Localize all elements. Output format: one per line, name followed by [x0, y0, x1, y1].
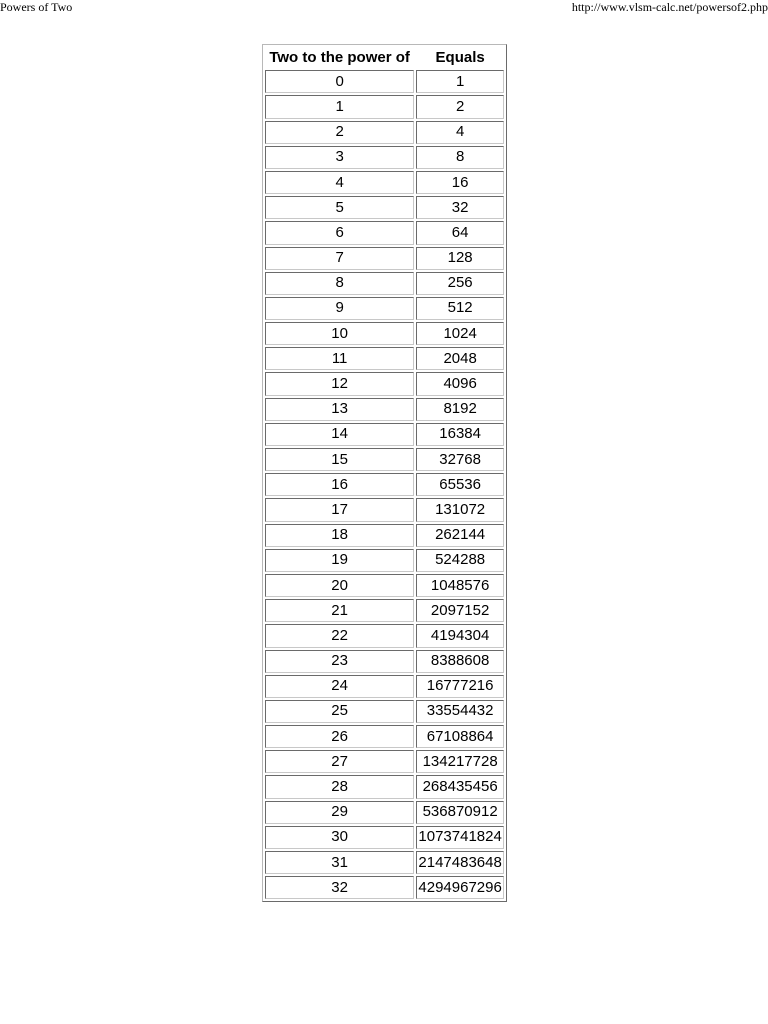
- table-row: [265, 750, 504, 773]
- table-row: [265, 95, 504, 118]
- exponent-cell: 23: [265, 650, 414, 673]
- exponent-cell: 28: [265, 775, 414, 798]
- exponent-cell: 11: [265, 347, 414, 370]
- table-row: [265, 574, 504, 597]
- table-row: [265, 473, 504, 496]
- value-cell: 2: [416, 95, 504, 118]
- value-cell: 64: [416, 221, 504, 244]
- value-cell: 1: [416, 70, 504, 93]
- exponent-cell: 25: [265, 700, 414, 723]
- exponent-cell: 5: [265, 196, 414, 219]
- powers-table-container: [262, 44, 507, 902]
- exponent-cell: 6: [265, 221, 414, 244]
- table-row: [265, 171, 504, 194]
- exponent-cell: 26: [265, 725, 414, 748]
- table-row: [265, 297, 504, 320]
- table-row: [265, 876, 504, 899]
- value-cell: 65536: [416, 473, 504, 496]
- value-cell: 134217728: [416, 750, 504, 773]
- value-cell: 2147483648: [416, 851, 504, 874]
- value-cell: 8192: [416, 398, 504, 421]
- exponent-cell: 15: [265, 448, 414, 471]
- table-row: [265, 221, 504, 244]
- value-cell: 2097152: [416, 599, 504, 622]
- table-row: [265, 121, 504, 144]
- table-row: [265, 524, 504, 547]
- value-cell: 512: [416, 297, 504, 320]
- value-cell: 1048576: [416, 574, 504, 597]
- exponent-cell: 9: [265, 297, 414, 320]
- table-row: [265, 549, 504, 572]
- table-row: [265, 70, 504, 93]
- value-cell: 268435456: [416, 775, 504, 798]
- table-row: [265, 675, 504, 698]
- exponent-cell: 18: [265, 524, 414, 547]
- value-cell: 2048: [416, 347, 504, 370]
- table-row: [265, 146, 504, 169]
- table-row: [265, 347, 504, 370]
- exponent-cell: 17: [265, 498, 414, 521]
- table-row: [265, 801, 504, 824]
- exponent-cell: 13: [265, 398, 414, 421]
- value-cell: 524288: [416, 549, 504, 572]
- powers-of-two-table: [263, 45, 506, 901]
- value-cell: 32768: [416, 448, 504, 471]
- value-cell: 4: [416, 121, 504, 144]
- value-cell: 262144: [416, 524, 504, 547]
- value-cell: 16384: [416, 423, 504, 446]
- table-row: [265, 272, 504, 295]
- value-cell: 8388608: [416, 650, 504, 673]
- exponent-cell: 31: [265, 851, 414, 874]
- exponent-cell: 20: [265, 574, 414, 597]
- exponent-cell: 8: [265, 272, 414, 295]
- exponent-cell: 30: [265, 826, 414, 849]
- table-header-row: [265, 47, 504, 68]
- table-body: [265, 70, 504, 899]
- exponent-cell: 3: [265, 146, 414, 169]
- exponent-cell: 14: [265, 423, 414, 446]
- exponent-cell: 10: [265, 322, 414, 345]
- table-row: [265, 448, 504, 471]
- value-cell: 16777216: [416, 675, 504, 698]
- exponent-cell: 16: [265, 473, 414, 496]
- table-row: [265, 398, 504, 421]
- exponent-cell: 24: [265, 675, 414, 698]
- exponent-cell: 1: [265, 95, 414, 118]
- exponent-cell: 21: [265, 599, 414, 622]
- table-row: [265, 851, 504, 874]
- page-title: Powers of Two: [0, 0, 73, 14]
- value-cell: 67108864: [416, 725, 504, 748]
- value-cell: 8: [416, 146, 504, 169]
- table-row: [265, 498, 504, 521]
- exponent-cell: 27: [265, 750, 414, 773]
- exponent-cell: 22: [265, 624, 414, 647]
- exponent-cell: 29: [265, 801, 414, 824]
- table-row: [265, 725, 504, 748]
- page-url[interactable]: http://www.vlsm-calc.net/powersof2.php: [571, 0, 768, 14]
- value-cell: 256: [416, 272, 504, 295]
- table-row: [265, 372, 504, 395]
- value-cell: 1024: [416, 322, 504, 345]
- table-row: [265, 599, 504, 622]
- value-cell: 1073741824: [416, 826, 504, 849]
- exponent-cell: 12: [265, 372, 414, 395]
- exponent-cell: 4: [265, 171, 414, 194]
- exponent-cell: 7: [265, 247, 414, 270]
- column-header-exponent: Two to the power of: [269, 48, 410, 66]
- value-cell: 4096: [416, 372, 504, 395]
- table-row: [265, 624, 504, 647]
- value-cell: 128: [416, 247, 504, 270]
- value-cell: 536870912: [416, 801, 504, 824]
- value-cell: 32: [416, 196, 504, 219]
- table-row: [265, 423, 504, 446]
- table-row: [265, 650, 504, 673]
- exponent-cell: 19: [265, 549, 414, 572]
- exponent-cell: 2: [265, 121, 414, 144]
- value-cell: 4294967296: [416, 876, 504, 899]
- table-row: [265, 700, 504, 723]
- exponent-cell: 0: [265, 70, 414, 93]
- value-cell: 16: [416, 171, 504, 194]
- exponent-cell: 32: [265, 876, 414, 899]
- column-header-equals: Equals: [435, 48, 485, 66]
- table-row: [265, 322, 504, 345]
- table-row: [265, 775, 504, 798]
- table-row: [265, 826, 504, 849]
- value-cell: 4194304: [416, 624, 504, 647]
- table-row: [265, 247, 504, 270]
- value-cell: 33554432: [416, 700, 504, 723]
- value-cell: 131072: [416, 498, 504, 521]
- table-row: [265, 196, 504, 219]
